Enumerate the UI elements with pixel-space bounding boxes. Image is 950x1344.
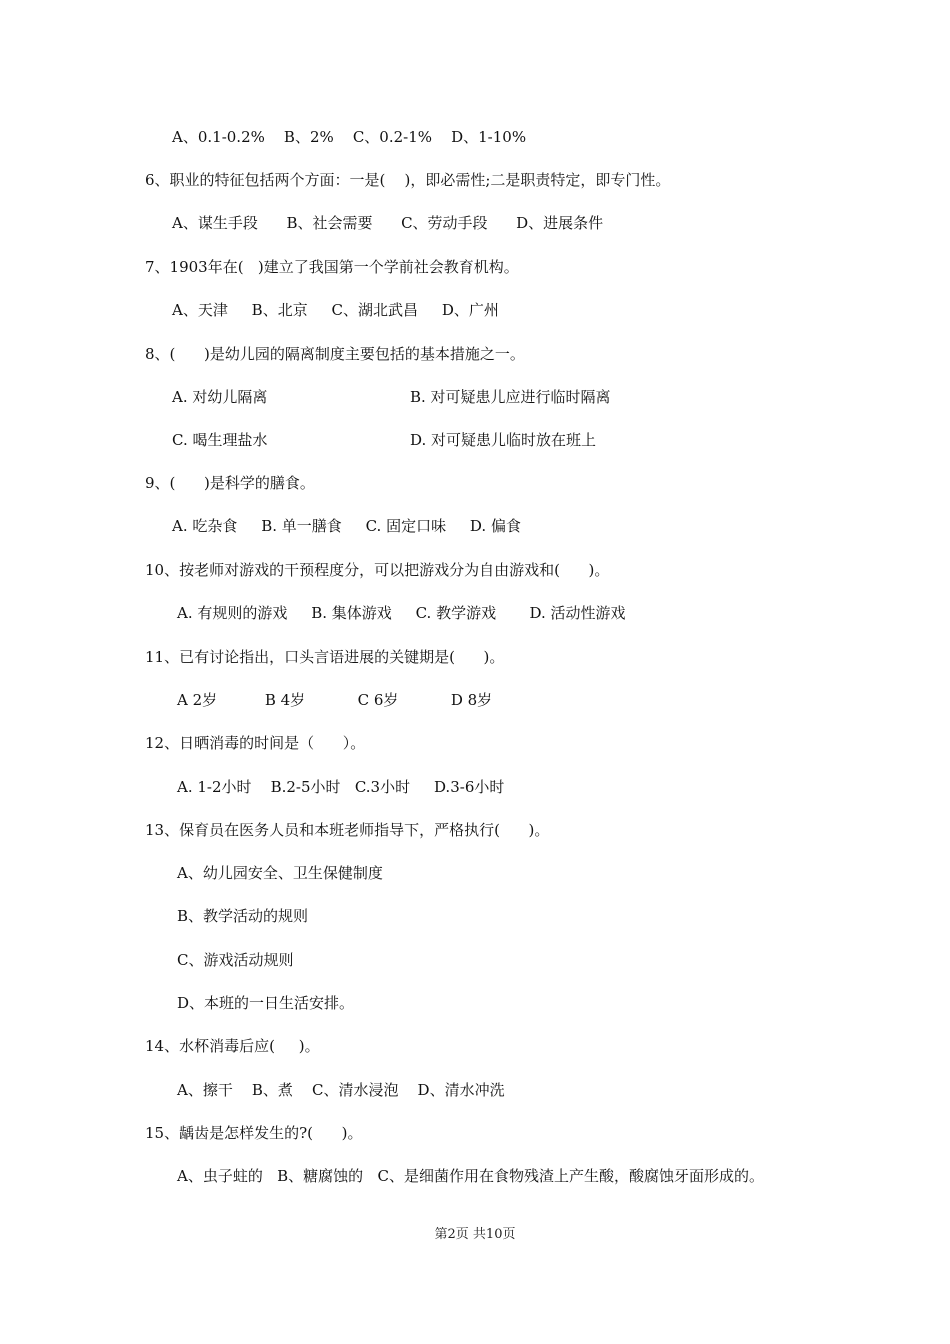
q15-stem: 15、龋齿是怎样发生的?( )。 [145,1124,363,1142]
q8-option-b: B. 对可疑患儿应进行临时隔离 [410,388,611,406]
q13-option-a: A、幼儿园安全、卫生保健制度 [177,864,383,882]
q6-options: A、谋生手段 B、社会需要 C、劳动手段 D、进展条件 [172,214,604,232]
q9-options: A. 吃杂食 B. 单一膳食 C. 固定口味 D. 偏食 [172,517,521,535]
q12-stem: 12、日晒消毒的时间是（ ）。 [145,734,366,752]
q13-option-b: B、教学活动的规则 [177,907,309,925]
q9-stem: 9、( )是科学的膳食。 [145,474,315,492]
q13-stem: 13、保育员在医务人员和本班老师指导下，严格执行( )。 [145,821,550,839]
q8-option-d: D. 对可疑患儿临时放在班上 [410,431,597,449]
q7-stem: 7、1903年在( )建立了我国第一个学前社会教育机构。 [145,258,519,276]
q14-stem: 14、水杯消毒后应( )。 [145,1037,320,1055]
q8-option-c: C. 喝生理盐水 [172,431,268,449]
q12-options: A. 1-2小时 B.2-5小时 C.3小时 D.3-6小时 [177,778,505,796]
q10-options: A. 有规则的游戏 B. 集体游戏 C. 教学游戏 D. 活动性游戏 [177,604,626,622]
q15-options: A、虫子蛀的 B、糖腐蚀的 C、是细菌作用在食物残渣上产生酸，酸腐蚀牙面形成的。 [177,1167,764,1185]
q10-stem: 10、按老师对游戏的干预程度分，可以把游戏分为自由游戏和( )。 [145,561,610,579]
q5-options: A、0.1-0.2% B、2% C、0.2-1% D、1-10% [172,128,527,146]
q6-stem: 6、职业的特征包括两个方面：一是( )，即必需性;二是职责特定，即专门性。 [145,171,671,189]
q8-option-a: A. 对幼儿隔离 [172,388,268,406]
q7-options: A、天津 B、北京 C、湖北武昌 D、广州 [172,301,499,319]
q11-stem: 11、已有讨论指出，口头言语进展的关键期是( )。 [145,648,505,666]
q8-stem: 8、( )是幼儿园的隔离制度主要包括的基本措施之一。 [145,345,525,363]
page-number: 第2页 共10页 [434,1227,516,1242]
q13-option-d: D、本班的一日生活安排。 [177,994,355,1012]
q14-options: A、擦干 B、煮 C、清水浸泡 D、清水冲洗 [177,1081,505,1099]
q13-option-c: C、游戏活动规则 [177,951,294,969]
q11-options: A 2岁 B 4岁 C 6岁 D 8岁 [177,691,493,709]
